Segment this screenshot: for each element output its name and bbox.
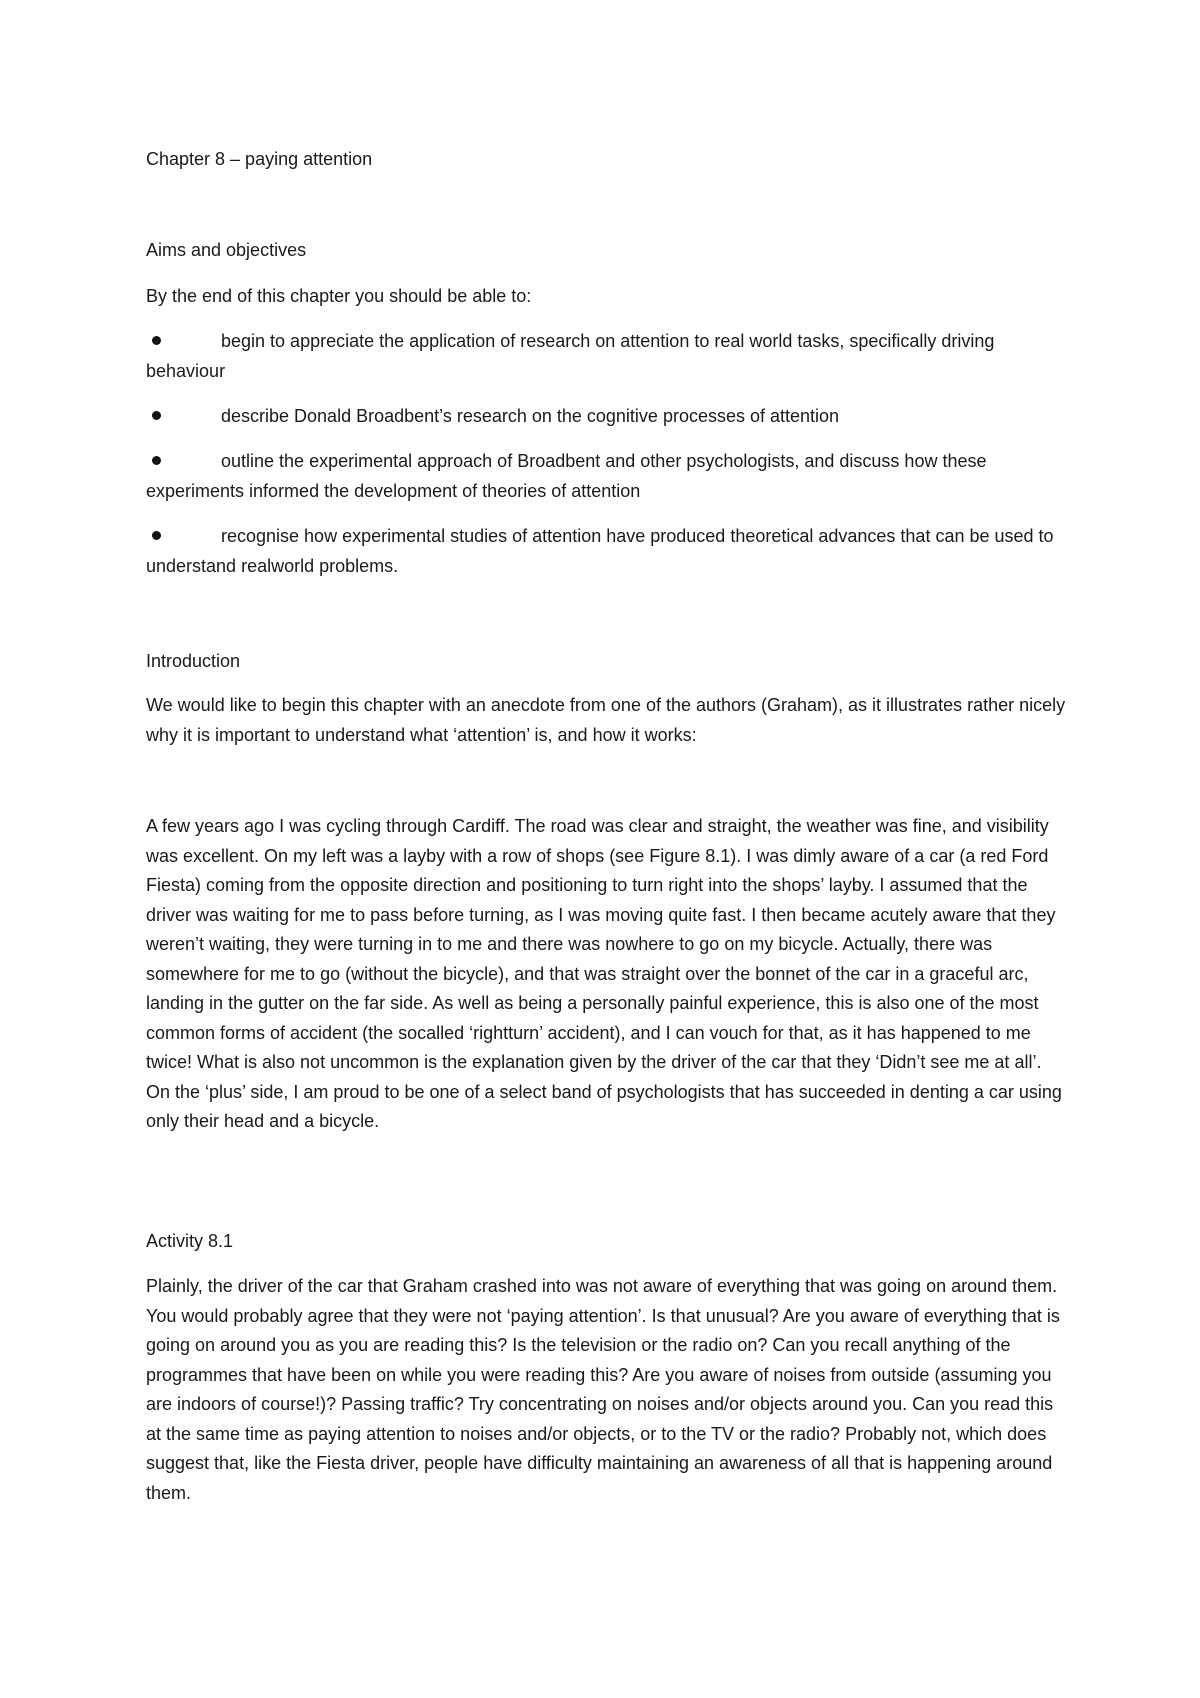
- objective-item: [146, 327, 1066, 386]
- bullet-icon: [152, 336, 161, 345]
- activity-paragraph: Plainly, the driver of the car that Graham crashed into was not aware of everything that was going on around them. You would probably agree that they were not ‘paying attention’. Is that unusual? Are you aware of everything that is going on around you as you are reading this? Is the television or the radio on? Can you recall anything of the programmes that have been on while you were reading this? Are you aware of noises from outside (assuming you are indoors of course!)? Passing traffic? Try concentrating on noises and/or objects around you. Can you read this at the same time as paying attention to noises and/or objects, or to the TV or the radio? Probably not, which does suggest that, like the Fiesta driver, people have difficulty maintaining an awareness of all that is happening around them.: [146, 1276, 1060, 1503]
- bullet-icon: [152, 411, 161, 420]
- activity-heading: Activity 8.1: [146, 1231, 234, 1251]
- objective-item: [146, 522, 1066, 581]
- anecdote-paragraph: A few years ago I was cycling through Cardiff. The road was clear and straight, the weather was fine, and visibility was excellent. On my left was a layby with a row of shops (see Figure 8.1). I was dimly aware of a car (a red Ford Fiesta) coming from the opposite direction and positioning to turn right into the shops’ layby. I assumed that the driver was waiting for me to pass before turning, as I was moving quite fast. I then became acutely aware that they weren’t waiting, they were turning in to me and there was nowhere to go on my bicycle. Actually, there was somewhere for me to go (without the bicycle), and that was straight over the bonnet of the car in a graceful arc, landing in the gutter on the far side. As well as being a personally painful experience, this is also one of the most common forms of accident (the socalled ‘rightturn’ accident), and I can vouch for that, as it has happened to me twice! What is also not uncommon is the explanation given by the driver of the car that they ‘Didn’t see me at all’. On the ‘plus’ side, I am proud to be one of a select band of psychologists that has succeeded in denting a car using only their head and a bicycle.: [146, 816, 1062, 1131]
- chapter-title: Chapter 8 – paying attention: [146, 149, 373, 169]
- aims-intro: By the end of this chapter you should be able to:: [146, 286, 532, 306]
- bullet-icon: [152, 531, 161, 540]
- objective-text: describe Donald Broadbent’s research on the cognitive processes of attention: [221, 406, 840, 426]
- objective-text: begin to appreciate the application of research on attention to real world tasks, specifically driving behaviour: [146, 331, 995, 381]
- bullet-icon: [152, 456, 161, 465]
- objective-item: [146, 447, 1066, 506]
- objective-item: [146, 402, 1066, 432]
- aims-heading: Aims and objectives: [146, 240, 307, 260]
- objective-text: recognise how experimental studies of attention have produced theoretical advances that can be used to understand realworld problems.: [146, 526, 1054, 576]
- introduction-paragraph: We would like to begin this chapter with an anecdote from one of the authors (Graham), as it illustrates rather nicely why it is important to understand what ‘attention’ is, and how it works:: [146, 695, 1066, 745]
- introduction-heading: Introduction: [146, 651, 241, 671]
- objective-text: outline the experimental approach of Broadbent and other psychologists, and discuss how these experiments informed the development of theories of attention: [146, 451, 987, 501]
